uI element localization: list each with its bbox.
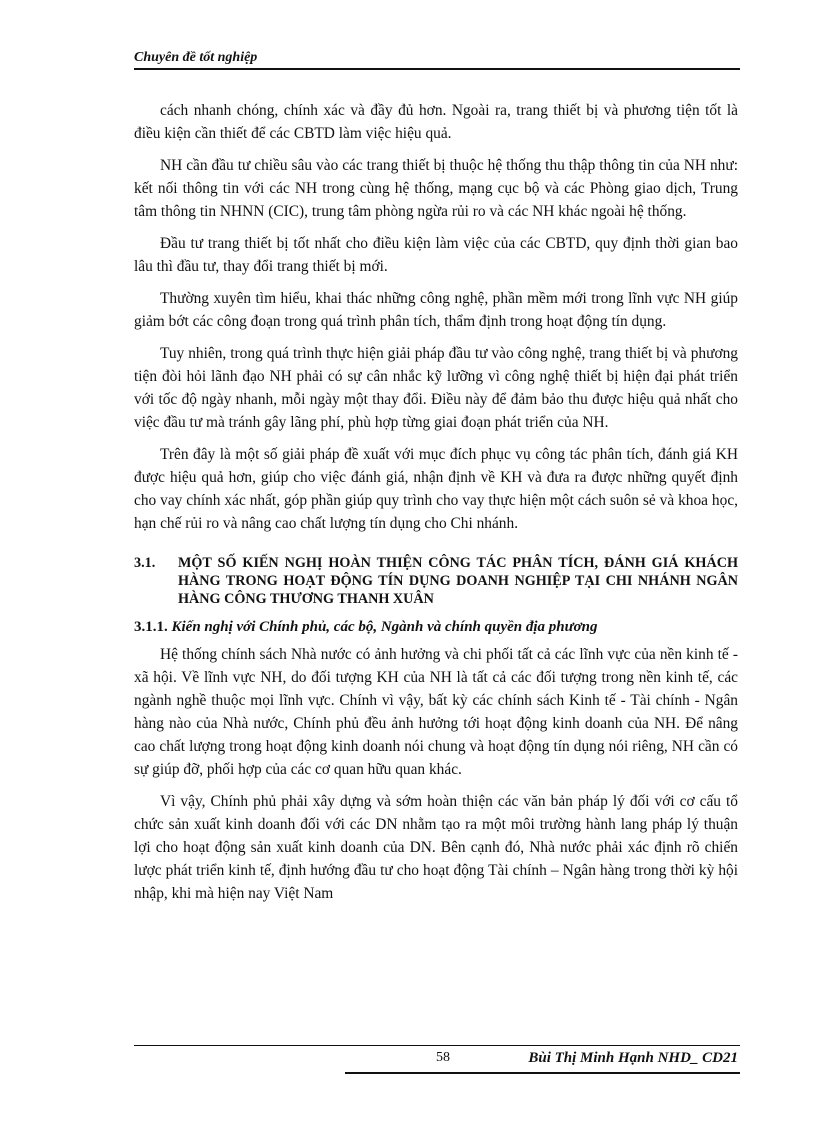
section-number: 3.1. [134,555,156,571]
paragraph: NH cần đầu tư chiều sâu vào các trang thiết bị thuộc hệ thống thu thập thông tin của NH như: kết nối thông tin với các NH trong cùng hệ thống, mạng cục bộ và các Phòng giao dịch, Trung tâm thông tin NHNN (CIC), trung tâm phòng ngừa rủi ro và các NH khác ngoài hệ thống. [134,157,738,220]
paragraph: Hệ thống chính sách Nhà nước có ảnh hưởng và chi phối tất cả các lĩnh vực của nền kinh tế - xã hội. Về lĩnh vực NH, do đối tượng KH của NH là tất cả các đối tượng trong nền kinh tế, các ngành nghề thuộc mọi lĩnh vực. Chính vì vậy, bất kỳ các chính sách Kinh tế - Tài chính - Ngân hàng nào của Nhà nước, Chính phủ đều ảnh hưởng tới hoạt động kinh doanh của NH. Để nâng cao chất lượng trong hoạt động kinh doanh nói chung và hoạt động tín dụng nói riêng, NH cần có sự giúp đỡ, phối hợp của các cơ quan hữu quan khác. [134,646,738,778]
header-rule [134,68,740,70]
section-heading [134,554,738,608]
footer-underline [345,1072,740,1074]
footer-author: Bùi Thị Minh Hạnh NHD_ CD21 [528,1050,738,1066]
paragraph: Đầu tư trang thiết bị tốt nhất cho điều kiện làm việc của các CBTD, quy định thời gian bao lâu thì đầu tư, thay đổi trang thiết bị mới. [134,235,738,275]
page-number: 58 [436,1050,450,1065]
subsection-title: Kiến nghị với Chính phủ, các bộ, Ngành và chính quyền địa phương [171,619,598,635]
section-title: MỘT SỐ KIẾN NGHỊ HOÀN THIỆN CÔNG TÁC PHÂN TÍCH, ĐÁNH GIÁ KHÁCH HÀNG TRONG HOẠT ĐỘNG TÍN DỤNG DOANH NGHIỆP TẠI CHI NHÁNH NGÂN HÀNG CÔNG THƯƠNG THANH XUÂN [178,555,738,607]
subsection-heading [134,616,738,638]
footer-rule [134,1045,740,1046]
subsection-number: 3.1.1. [134,619,172,635]
paragraph: Vì vậy, Chính phủ phải xây dựng và sớm hoàn thiện các văn bản pháp lý đối với cơ cấu tổ chức sản xuất kinh doanh đối với các DN nhằm tạo ra một môi trường hành lang pháp lý thuận lợi cho hoạt động sản xuất kinh doanh của DN. Bên cạnh đó, Nhà nước phải xác định rõ chiến lược phát triển kinh tế, định hướng đầu tư cho hoạt động Tài chính – Ngân hàng trong thời kỳ hội nhập, khi mà hiện nay Việt Nam [134,793,738,902]
paragraph: cách nhanh chóng, chính xác và đầy đủ hơn. Ngoài ra, trang thiết bị và phương tiện tốt là điều kiện cần thiết để các CBTD làm việc hiệu quả. [134,102,738,142]
paragraph: Thường xuyên tìm hiểu, khai thác những công nghệ, phần mềm mới trong lĩnh vực NH giúp giảm bớt các công đoạn trong quá trình phân tích, thẩm định trong hoạt động tín dụng. [134,290,738,330]
page-footer [134,1050,740,1072]
paragraph: Tuy nhiên, trong quá trình thực hiện giải pháp đầu tư vào công nghệ, trang thiết bị và phương tiện đòi hỏi lãnh đạo NH phải có sự cân nhắc kỹ lưỡng vì công nghệ thiết bị hiện đại phát triển với tốc độ ngày nhanh, mỗi ngày một thay đổi. Điều này để đảm bảo thu được hiệu quả nhất cho việc đầu tư mà tránh gây lãng phí, phù hợp từng giai đoạn phát triển của NH. [134,345,738,431]
page-body [134,99,738,914]
paragraph: Trên đây là một số giải pháp đề xuất với mục đích phục vụ công tác phân tích, đánh giá KH được hiệu quả hơn, giúp cho việc đánh giá, nhận định về KH và đưa ra được những quyết định cho vay chính xác nhất, góp phần giúp quy trình cho vay thực hiện một cách suôn sẻ và khoa học, hạn chế rủi ro và nâng cao chất lượng tín dụng cho Chi nhánh. [134,446,738,532]
running-header-title: Chuyên đề tốt nghiệp [134,50,258,65]
